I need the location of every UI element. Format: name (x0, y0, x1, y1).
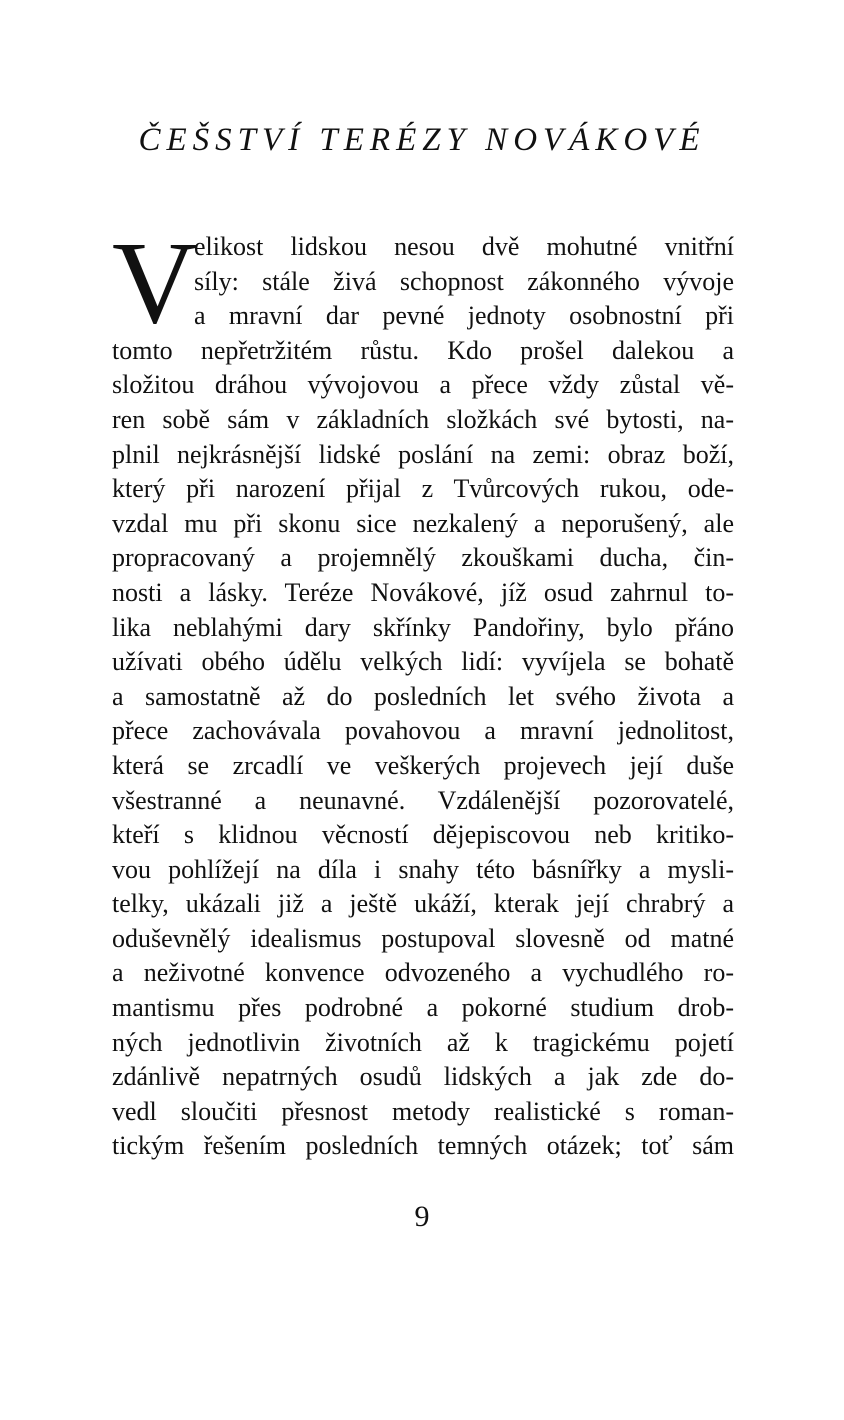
text-line: který při narození přijal z Tvůrcových rukou, ode- (112, 474, 734, 504)
text-line: propracovaný a projemnělý zkouškami ducha, čin- (112, 543, 734, 573)
text-line: telky, ukázali již a ještě ukáží, kterak její chrabrý a (112, 889, 734, 919)
text-line: všestranné a neunavné. Vzdálenější pozorovatelé, (112, 785, 734, 815)
text-line: plnil nejkrásnější lidské poslání na zemi: obraz boží, (112, 439, 734, 469)
text-line: která se zrcadlí ve veškerých projevech její duše (112, 750, 734, 780)
text-line: užívati obého údělu velkých lidí: vyvíjela se bohatě (112, 647, 734, 677)
text-line: lika neblahými dary skřínky Pandořiny, bylo přáno (112, 612, 734, 642)
text-line: tickým řešením posledních temných otázek; toť sám (112, 1131, 734, 1161)
drop-cap: V (112, 217, 198, 348)
text-line: síly: stále živá schopnost zákonného vývoje (194, 266, 734, 296)
text-line: nosti a lásky. Teréze Novákové, jíž osud zahrnul to- (112, 577, 734, 607)
page-number: 9 (414, 1200, 430, 1233)
body-text (112, 217, 734, 1164)
text-line: a mravní dar pevné jednoty osobnostní při (194, 301, 734, 331)
text-line: a samostatně až do posledních let svého života a (112, 681, 734, 711)
text-line: a neživotné konvence odvozeného a vychudlého ro- (112, 958, 734, 988)
text-line: ren sobě sám v základních složkách své bytosti, na- (112, 404, 734, 434)
text-line: ných jednotlivin životních až k tragickému pojetí (112, 1027, 734, 1057)
text-line: mantismu přes podrobné a pokorné studium drob- (112, 993, 734, 1023)
chapter-title: ČEŠSTVÍ TERÉZY NOVÁKOVÉ (138, 122, 706, 158)
text-line: vedl sloučiti přesnost metody realistické s roman- (112, 1096, 734, 1126)
text-line: složitou dráhou vývojovou a přece vždy zůstal vě- (112, 370, 734, 400)
text-line: elikost lidskou nesou dvě mohutné vnitřní (194, 232, 734, 261)
text-line: vou pohlížejí na díla i snahy této básnířky a mysli- (112, 854, 734, 884)
text-line: vzdal mu při skonu sice nezkalený a neporušený, ale (112, 508, 734, 538)
text-line: přece zachovávala povahovou a mravní jednolitost, (112, 716, 734, 746)
text-line: tomto nepřetržitém růstu. Kdo prošel dalekou a (112, 335, 734, 365)
text-line: oduševnělý idealismus postupoval slovesně od matné (112, 923, 734, 953)
text-line: kteří s klidnou věcností dějepiscovou neb kritiko- (112, 820, 734, 850)
text-line: zdánlivě nepatrných osudů lidských a jak zde do- (112, 1062, 734, 1092)
